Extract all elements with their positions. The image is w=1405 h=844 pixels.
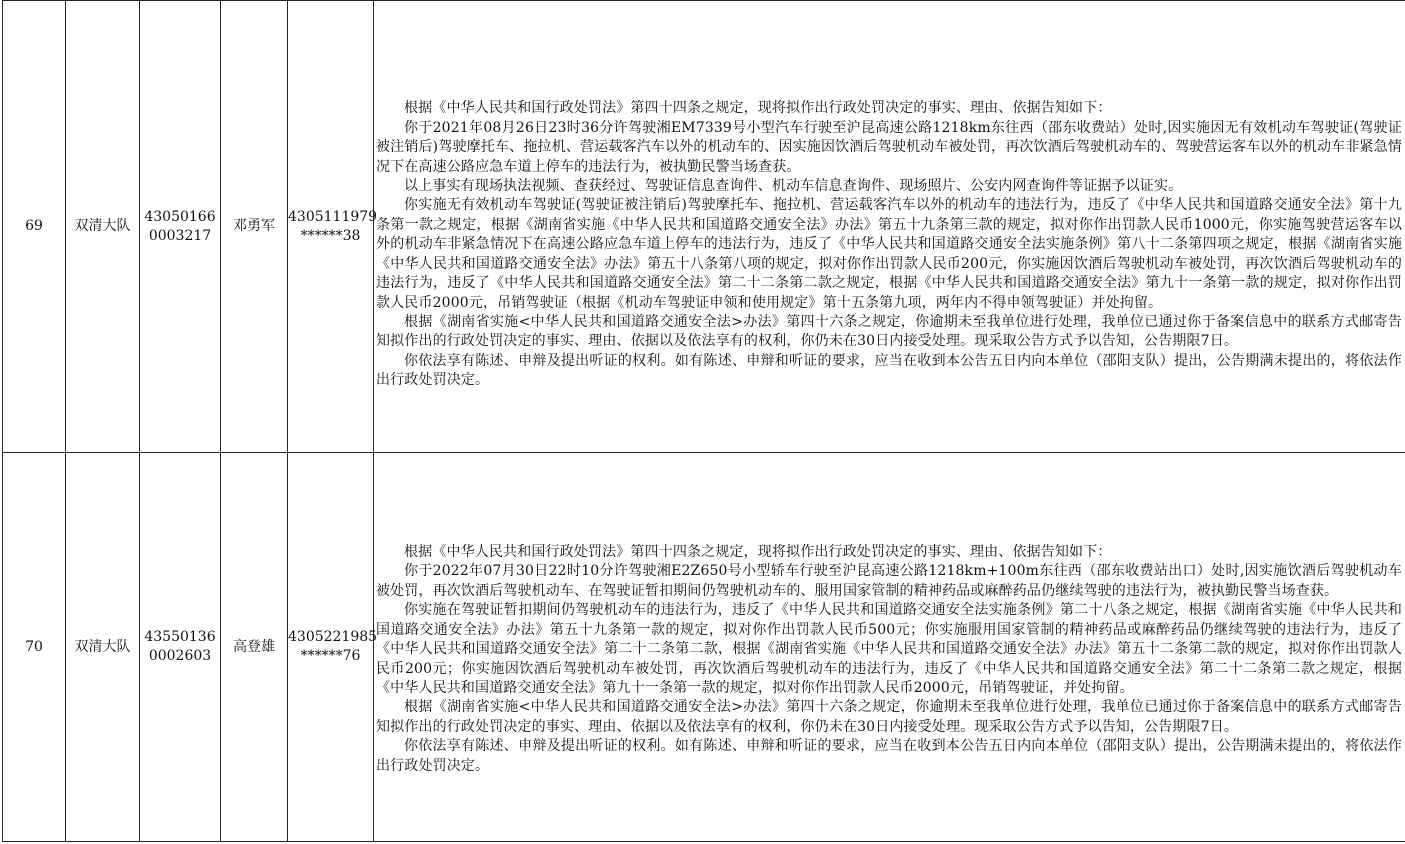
record-content	[374, 1, 1405, 453]
record-content	[374, 453, 1405, 842]
content-paragraph: 你依法享有陈述、申辩及提出听证的权利。如有陈述、申辩和听证的要求，应当在收到本公告五日内向本单位（邵阳支队）提出，公告期满未提出的，将依法作出行政处罚决定。	[376, 738, 1402, 774]
content-paragraph: 根据《湖南省实施<中华人民共和国道路交通安全法>办法》第四十六条之规定，你逾期未至我单位进行处理，我单位已通过你于备案信息中的联系方式邮寄告知拟作出的行政处罚决定的事实、理由、依据以及依法享有的权利，你仍未在30日内接受处理。现采取公告方式予以告知，公告期限7日。	[376, 313, 1402, 350]
records-table	[2, 0, 1405, 842]
id-number-line-2: ******38	[300, 227, 361, 244]
record-notice-number	[140, 453, 221, 842]
content-paragraph: 根据《中华人民共和国行政处罚法》第四十四条之规定，现将拟作出行政处罚决定的事实、理由、依据告知如下：	[404, 100, 1112, 117]
content-paragraph: 你依法享有陈述、申辩及提出听证的权利。如有陈述、申辩和听证的要求，应当在收到本公告五日内向本单位（邵阳支队）提出，公告期满未提出的，将依法作出行政处罚决定。	[376, 352, 1402, 389]
record-unit: 双清大队	[66, 453, 140, 842]
id-number-line-2: ******76	[300, 648, 361, 664]
record-id-number	[288, 453, 378, 842]
notice-number-line-2: 0002603	[148, 648, 212, 664]
notice-number-line-1: 43550136	[144, 629, 216, 645]
table-row	[3, 1, 1405, 453]
content-paragraph: 以上事实有现场执法视频、查获经过、驾驶证信息查询件、机动车信息查询件、现场照片、公安内网查询件等证据予以证实。	[404, 178, 1183, 195]
content-paragraph: 你于2022年07月30日22时10分许驾驶湘E2Z650号小型轿车行驶至沪昆高速公路1218km+100m东往西（邵东收费站出口）处时,因实施饮酒后驾驶机动车被处罚，再次饮酒后驾驶机动车、在驾驶证暂扣期间仍驾驶机动车的、服用国家管制的精神药品或麻醉药品仍继续驾驶的违法行为，被执勤民警当场查获。	[376, 563, 1402, 599]
notice-number-line-1: 43050166	[144, 208, 216, 225]
record-notice-number	[140, 1, 221, 453]
record-unit: 双清大队	[66, 1, 140, 453]
table-row	[3, 453, 1405, 842]
record-name: 邓勇军	[221, 1, 288, 453]
content-paragraph: 根据《湖南省实施<中华人民共和国道路交通安全法>办法》第四十六条之规定，你逾期未至我单位进行处理，我单位已通过你于备案信息中的联系方式邮寄告知拟作出的行政处罚决定的事实、理由、依据以及依法享有的权利，你仍未在30日内接受处理。现采取公告方式予以告知，公告期限7日。	[376, 699, 1402, 735]
content-paragraph: 根据《中华人民共和国行政处罚法》第四十四条之规定，现将拟作出行政处罚决定的事实、理由、依据告知如下：	[404, 544, 1112, 561]
content-paragraph: 你实施在驾驶证暂扣期间仍驾驶机动车的违法行为，违反了《中华人民共和国道路交通安全法实施条例》第二十八条之规定，根据《湖南省实施《中华人民共和国道路交通安全法》办法》第五十九条第一款的规定，拟对你作出罚款人民币500元；你实施服用国家管制的精神药品或麻醉药品仍继续驾驶的违法行为，违反了《中华人民共和国道路交通安全法》第二十二条第二款，根据《湖南省实施《中华人民共和国道路交通安全法》办法》第五十二条第二款的规定，拟对你作出罚款人民币200元；你实施因饮酒后驾驶机动车被处罚，再次饮酒后驾驶机动车的违法行为，违反了《中华人民共和国道路交通安全法》第二十二条第二款之规定，根据《中华人民共和国道路交通安全法》第九十一条第一款的规定，拟对你作出罚款人民币2000元，吊销驾驶证，并处拘留。	[376, 602, 1402, 696]
content-paragraph: 你实施无有效机动车驾驶证(驾驶证被注销后)驾驶摩托车、拖拉机、营运载客汽车以外的机动车的违法行为，违反了《中华人民共和国道路交通安全法》第十九条第一款之规定，根据《湖南省实施《中华人民共和国道路交通安全法》办法》第五十九条第三款的规定，拟对你作出罚款人民币1000元，你实施驾驶营运客车以外的机动车非紧急情况下在高速公路应急车道上停车的违法行为，违反了《中华人民共和国道路交通安全法实施条例》第八十二条第四项之规定，根据《湖南省实施《中华人民共和国道路交通安全法》办法》第五十八条第八项的规定，拟对你作出罚款人民币200元，你实施因饮酒后驾驶机动车被处罚，再次饮酒后驾驶机动车的违法行为，违反了《中华人民共和国道路交通安全法》第二十二条第二款之规定，根据《中华人民共和国道路交通安全法》第九十一条第一款的规定，拟对你作出罚款人民币2000元，吊销驾驶证（根据《机动车驾驶证申领和使用规定》第十五条第九项，两年内不得申领驾驶证）并处拘留。	[376, 197, 1402, 311]
notice-number-line-2: 0003217	[148, 227, 212, 244]
record-index: 70	[3, 453, 66, 842]
record-id-number	[288, 1, 378, 453]
record-name: 高登雄	[221, 453, 288, 842]
id-number-line-1: 4305111979	[288, 208, 378, 225]
id-number-line-1: 4305221985	[288, 629, 378, 645]
content-paragraph: 你于2021年08月26日23时36分许驾驶湘EM7339号小型汽车行驶至沪昆高速公路1218km东往西（邵东收费站）处时,因实施因无有效机动车驾驶证(驾驶证被注销后)驾驶摩托车、拖拉机、营运载客汽车以外的机动车的、因实施因饮酒后驾驶机动车被处罚，再次饮酒后驾驶机动车的、驾驶营运客车以外的机动车非紧急情况下在高速公路应急车道上停车的违法行为，被执勤民警当场查获。	[376, 119, 1402, 175]
record-index: 69	[3, 1, 66, 453]
